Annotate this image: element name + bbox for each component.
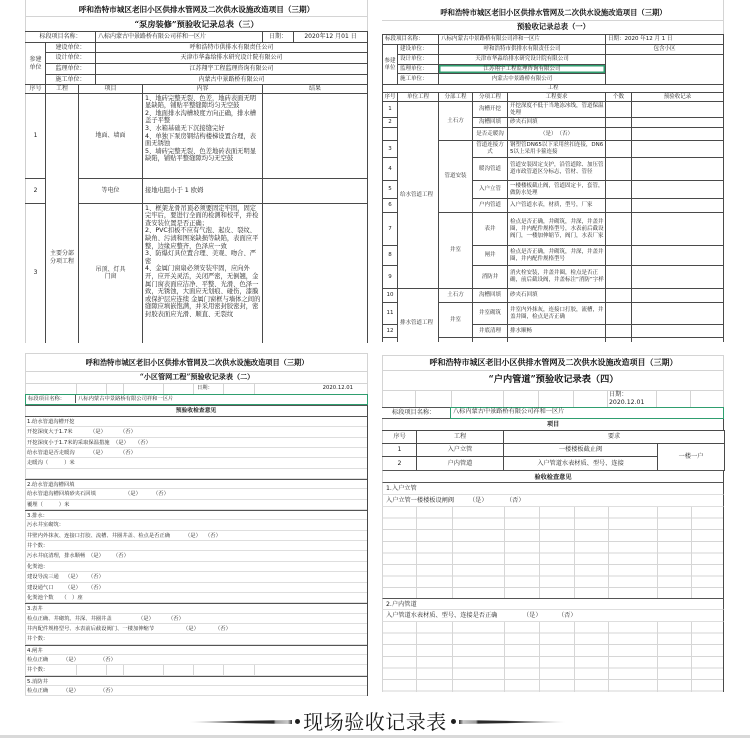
check-text: 入户管道水表材质、型号、连接是否正确 (386, 612, 498, 619)
row-result (263, 93, 368, 178)
line-text: 给水管道沟槽回填砂夹石回填 (27, 491, 96, 498)
requirement: 井室内外抹灰，连接口打胶，流槽，井盖井圈，检点是否正确 (508, 303, 606, 325)
sheet-subtitle: “户内管道”预验收记录表（四） (488, 374, 619, 385)
requirement: 消火栓安装，井盖井圈，检点是否正确，前后截设阀，井盖标注“消防”字样 (508, 266, 606, 289)
option-yes: （是） (63, 687, 79, 694)
content-line: 1、地砖完整无裂、色差，地砖表面无明显缺陷，铺贴平整缝隙均匀无空鼓 (145, 94, 257, 110)
scope-cell: 一楼一户 (658, 444, 725, 471)
record-cell (632, 199, 724, 213)
subitem: 沟槽回填 (473, 118, 508, 128)
unit-value: 内蒙古中景路桥有限公司 (96, 75, 368, 85)
list-item (25, 427, 367, 437)
list-item (25, 562, 367, 572)
opinion-header: 验收检查意见 (382, 470, 724, 483)
requirement: 检点是否正确，井砌筑，井深，井盖井圈，井内配件规格型号，水表前后截设阀门，一楼加伸缩节，阀门，水表厂家 (508, 213, 606, 246)
section-row (25, 394, 368, 405)
requirement: 砂夹石回填 (508, 289, 606, 303)
requirement: 检点是否正确，井砌筑，井深，井盖井圈，井内配件规格型号 (508, 246, 606, 266)
footer-banner (0, 708, 750, 736)
gridline (451, 390, 452, 407)
row-requirement: 入户管道水表材质、型号、连接 (504, 457, 658, 471)
line-text: 建设通气口 (27, 584, 54, 591)
line-text: 检点正确、井砌筑、井深、井圈井盖 (27, 615, 112, 622)
section-label: 标段项目名称： (28, 396, 66, 402)
row-no: 11 (383, 303, 398, 325)
project-title: 呼和浩特市城区老旧小区供排水管网及二次供水设施改造项目（三期） (85, 358, 309, 367)
gridline (76, 383, 77, 394)
option-no: （否） (168, 615, 184, 622)
count-cell (606, 338, 632, 343)
indoor-table (382, 430, 725, 471)
gridline (656, 390, 657, 407)
unit-value: 呼和浩特市供排水有限责任公司 (439, 45, 606, 55)
option-yes: （是） (138, 615, 154, 622)
content-line: 3、水箱基础无下沉接缝完好 (145, 124, 225, 132)
list-item (25, 438, 367, 448)
count-cell (606, 246, 632, 266)
option-no: （否） (153, 491, 169, 498)
empty-grid-rows (382, 507, 724, 598)
date-value: 2020.12.01 (322, 385, 353, 391)
column-header-subitem: 分项工程 (473, 93, 508, 102)
project-title: 呼和浩特市城区老旧小区供排水管网及二次供水设施改造项目（三期） (429, 357, 678, 367)
subitem: 管道连接方式 (473, 141, 508, 158)
list-item (25, 551, 367, 561)
column-header-project: 工程 (417, 431, 504, 444)
record-cell (632, 289, 724, 303)
option-yes: （是） (90, 429, 106, 436)
line-text: 化粪池个数 （ ）座 (27, 594, 83, 601)
list-item (25, 614, 367, 624)
gridline (690, 390, 691, 407)
unit-label: 施工单位： (46, 75, 96, 85)
requirement: 入户管道水表，材质，型号，厂家 (508, 199, 606, 213)
row-item: 等电位 (79, 178, 143, 203)
unit-value: 呼和浩特市供排水有限责任公司 (96, 43, 368, 53)
record-cell (632, 118, 724, 128)
column-header-requirement: 工程要求 (508, 93, 606, 102)
unit-value: 内蒙古中景路桥有限公司 (439, 74, 606, 85)
option-yes: （是） (469, 497, 488, 504)
gridline (607, 390, 608, 407)
pump-room-record-sheet (25, 0, 368, 343)
division: 土石方 (439, 102, 473, 141)
section-title (382, 483, 724, 495)
line-text: 开挖深度大于1.7米 (27, 429, 73, 436)
content-line: 3、防爆灯具位置合理、美观、吻合、严密 (145, 250, 257, 265)
record-cell (632, 128, 724, 141)
row-item: 吊顶、灯具门窗 (79, 203, 143, 343)
date-label: 日期： (263, 32, 294, 43)
count-cell (606, 266, 632, 289)
section-value: 八标内蒙古中景路桥有限公司祥和一区片 (439, 35, 606, 45)
row-no: 1 (26, 93, 46, 178)
subitem: 消防井 (473, 266, 508, 289)
gridline (503, 390, 504, 407)
subitem: 暖沟管道 (473, 158, 508, 181)
column-header-no: 序号 (383, 431, 417, 444)
row-no: 1 (383, 444, 417, 457)
requirement: 开挖深度不低于当地冻冰线，管道保温处理 (508, 102, 606, 118)
section-label: 标段项目名称： (392, 409, 436, 416)
record-cell (632, 141, 724, 158)
record-cell (632, 181, 724, 199)
unit-label: 设计单位： (398, 55, 439, 65)
count-cell (606, 325, 632, 338)
community: 包含小区 (606, 45, 724, 55)
list-item (25, 448, 367, 458)
blank-cell (606, 55, 724, 85)
line-text: 检点正确 (27, 656, 49, 663)
check-line (382, 495, 724, 507)
count-cell (606, 199, 632, 213)
line-text: 开挖深度小于1.7米的采取保温措施 (27, 439, 110, 446)
count-cell (606, 181, 632, 199)
project-name: 主要分部分项工程 (46, 93, 79, 343)
bullet-dot-icon (451, 719, 456, 724)
list-item (25, 645, 367, 655)
list-item-blank (25, 469, 367, 479)
line-text: 建设导流三通 (27, 574, 59, 581)
list-item (25, 593, 367, 603)
row-no: 3 (26, 203, 46, 343)
row-no: 5 (383, 181, 398, 199)
division (439, 338, 473, 343)
list-item (25, 583, 367, 593)
option-yes: （是） (523, 612, 542, 619)
list-item (25, 500, 367, 510)
gridline (106, 383, 107, 394)
column-header-requirement: 要求 (504, 431, 725, 444)
requirement: 钢塑管DN65以下采用丝扣连接，DN65以上采用卡箍连接 (508, 141, 606, 158)
project-title: 呼和浩特市城区老旧小区供排水管网及二次供水设施改造项目（三期） (78, 5, 315, 14)
count-cell (606, 158, 632, 181)
content-line: 接地电阻小于 1 欧姆 (145, 186, 204, 194)
record-cell (632, 102, 724, 118)
section-title (382, 598, 724, 610)
line-text: 3.排水： (27, 513, 48, 520)
line-text: 4.闸井 (27, 647, 43, 654)
empty-grid-rows (382, 622, 724, 692)
count-cell (606, 102, 632, 118)
column-header-record: 预验收记录 (632, 93, 724, 102)
unit-project: 排水管道工程 (398, 289, 439, 343)
option-no: （否） (100, 656, 116, 663)
indoor-pipe-record-sheet (382, 355, 725, 695)
line-text: 给水管道是否走暖沟 (27, 450, 75, 457)
line-text: 1.给水管道沟槽开挖 (27, 419, 75, 425)
list-item (25, 634, 367, 644)
line-text: 井壁内外抹灰、连接口打胶、流槽、井圈井盖、检点是否正确 (27, 532, 171, 539)
requirement: 砂夹石回填 (508, 118, 606, 128)
list-item (25, 572, 367, 582)
section-value: 八标内蒙古中景路桥有限公司祥和一区片 (453, 408, 565, 415)
content-line: 4、金属门窗扇必须安装牢固，应向外开，应开关灵活，关闭严密，无倒翘，金属门窗表面应洁净、平整、光滑、色泽一致，无锈蚀，大面应无划痕、碰伤，漆膜或保护层应连续 金属门窗框与墙体之间的缝隙应填嵌饱满，并采用密封胶密封，密封胶表面应光滑、顺直、无裂纹 (145, 265, 261, 318)
section-value: 八标内蒙古中景路桥有限公司祥和一区片 (96, 32, 263, 43)
list-item (25, 603, 367, 613)
column-header-project: 工程 (46, 85, 79, 94)
group-header: 工程 (383, 85, 724, 93)
count-cell (606, 213, 632, 246)
column-header-result: 结果 (263, 85, 368, 94)
table-row (383, 289, 724, 303)
row-content (143, 93, 263, 178)
record-cell (632, 246, 724, 266)
division: 管道安装 (439, 141, 473, 213)
gridline (75, 395, 76, 403)
division: 井室 (439, 213, 473, 289)
unit-label: 建设单位： (398, 45, 439, 55)
content-line: 1、框架龙骨吊顶必须要固定牢固，固定完牢后，要进行全面的检测和校平，并检查安装位置是否正确； (145, 204, 259, 227)
record-cell (632, 213, 724, 246)
option-no: （否） (120, 429, 136, 436)
row-no: 7 (383, 213, 398, 246)
requirement: 管道安装固定支护，沿管道除、加压管道市政管道区分标志，管材、管径 (508, 158, 606, 181)
line-text: 井个数： (27, 543, 49, 550)
row-no (383, 338, 398, 343)
row-project: 入户立管 (417, 444, 504, 457)
line-text: 井个数： (27, 636, 49, 643)
row-result (263, 203, 368, 343)
gridline (163, 383, 164, 394)
option-no: （否） (558, 612, 577, 619)
list-item (25, 417, 367, 427)
subitem: 户内管道 (473, 199, 508, 213)
gridline (123, 383, 124, 394)
count-cell (606, 289, 632, 303)
opinion-list (25, 416, 368, 696)
line-text: 2.给水管道沟槽回填 (27, 482, 75, 489)
row-no: 4 (383, 158, 398, 181)
gridline (538, 390, 539, 407)
opinion-header: 预验收检查意见 (25, 405, 368, 416)
option-no: （否） (205, 532, 221, 539)
unit-label: 建设单位： (46, 43, 96, 53)
requirement (508, 338, 606, 343)
column-header-no: 序号 (26, 85, 46, 94)
row-no (383, 128, 398, 141)
gridline (573, 390, 574, 407)
column-header-unit: 单位工程 (398, 93, 439, 102)
option-no: （否） (215, 625, 231, 632)
list-item (25, 510, 367, 520)
section-row (382, 407, 724, 419)
list-item (25, 541, 367, 551)
list-item (25, 458, 367, 468)
list-item (25, 520, 367, 530)
row-no: 9 (383, 266, 398, 289)
column-header-count: 个数 (606, 93, 632, 102)
option-yes: （是） (90, 450, 106, 457)
option-yes: （是） (185, 532, 201, 539)
date-row (382, 390, 724, 407)
option-no: （否） (88, 574, 104, 581)
row-result (263, 178, 368, 203)
line-text: 化粪池： (27, 563, 49, 570)
option-yes: （是） (88, 553, 104, 560)
subitem: 沟槽开挖 (473, 102, 508, 118)
division: 土石方 (439, 289, 473, 303)
summary-table (382, 34, 724, 342)
subitem: 是否走暖沟 (473, 128, 508, 141)
option-no: （否） (100, 687, 116, 694)
option-yes: （是） (125, 491, 141, 498)
date-label: 日期： (609, 391, 628, 398)
row-project: 户内管道 (417, 457, 504, 471)
gridline (25, 353, 368, 354)
date-value: 2020.12.01 (609, 399, 645, 406)
gridline (223, 383, 224, 394)
column-header-content: 内容 (143, 85, 263, 94)
section-value: 八标内蒙古中景路桥有限公司祥和一区片 (78, 396, 174, 402)
line-text: 5.消防井 (27, 678, 48, 685)
content-line: 2、PVC扣板不应有气泡、起皮、裂纹、缺角、污渍和图案缺损等缺陷，表面应平整，边缘应整齐，色泽应一致 (145, 227, 259, 250)
sheet-subtitle: “泵房装修”预验收记录总表（三） (134, 19, 259, 29)
unit-value: 江苏翔宇工程监理咨询有限公司 (96, 64, 368, 75)
column-header-item: 项目 (79, 85, 143, 94)
record-cell (632, 325, 724, 338)
unit-project: 给水管道工程 (398, 102, 439, 289)
footer-caption: 现场验收记录表 (303, 710, 447, 734)
option-no: （否） (135, 439, 151, 446)
list-item (25, 489, 367, 499)
list-item (25, 655, 367, 665)
option-yes: （是） (63, 656, 79, 663)
option-no: （否） (88, 584, 104, 591)
row-no: 1 (383, 102, 398, 118)
count-cell (606, 303, 632, 325)
subitem (473, 338, 508, 343)
option-yes: （是） (65, 584, 81, 591)
count-cell (606, 118, 632, 128)
section-label: 标段项目名称： (383, 35, 439, 45)
list-item (25, 676, 367, 686)
summary-record-sheet (382, 0, 725, 343)
option-no: （否） (120, 450, 136, 457)
subitem: 表井 (473, 213, 508, 246)
record-cell (632, 158, 724, 181)
subitem: 井室砌筑 (473, 303, 508, 325)
line-text: 3.表井 (27, 606, 43, 613)
table-row (26, 93, 368, 178)
section-label: 标段项目名称： (26, 32, 96, 43)
row-no: 10 (383, 289, 398, 303)
table-row (383, 102, 724, 118)
option-yes: （是） (65, 574, 81, 581)
count-cell (606, 128, 632, 141)
list-item (25, 479, 367, 489)
line-text: 覆埋（ ）米 (27, 501, 70, 508)
sheet-subtitle: 预验收记录总表（一） (517, 22, 590, 31)
list-item (25, 665, 367, 675)
project-title: 呼和浩特市城区老旧小区供排水管网及二次供水设施改造项目（三期） (440, 8, 667, 17)
column-header-no: 序号 (384, 93, 396, 100)
line-text: 污水井室砌筑： (27, 522, 65, 529)
row-no: 2 (383, 457, 417, 471)
unit-label: 施工单位： (398, 74, 439, 85)
group-header: 项目 (382, 419, 724, 430)
option-no: （否） (506, 497, 525, 504)
content-line: 5、墙砖完整无裂、色差地砖表面无明显缺陷，铺贴平整缝隙均匀无空鼓 (145, 147, 257, 163)
option-yes: （是） (183, 625, 199, 632)
pump-room-table (25, 31, 368, 343)
date-value: 2020年12 月01 日 (294, 32, 368, 43)
requirement: 排水顺畅 (508, 325, 606, 338)
row-no: 3 (383, 141, 398, 158)
row-content (143, 178, 263, 203)
count-cell (606, 141, 632, 158)
subitem: 入户立管 (473, 181, 508, 199)
column-header-division: 分部工程 (439, 93, 473, 102)
row-no: 6 (383, 199, 398, 213)
content-line: 2、地面排水沟槽坡度方向正确，排水槽盖子平整 (145, 109, 257, 125)
row-item: 地面、墙面 (79, 93, 143, 178)
unit-label: 设计单位： (46, 53, 96, 64)
unit-value: 天津市华淼给排水研究设计院有限公司 (96, 53, 368, 64)
check-line (382, 610, 724, 622)
line-text: 井个数： (27, 667, 49, 674)
section-title-text: 2.户内管道 (386, 601, 417, 608)
section-title-text: 1.入户立管 (386, 485, 417, 492)
requirement: （是） （否） (508, 128, 606, 141)
row-no: 2 (383, 118, 398, 128)
gridline (254, 383, 255, 394)
row-requirement: 一楼楼板截止阀 (504, 444, 658, 457)
unit-value-selected: 江苏翔宇工程监理咨询有限公司 (439, 65, 606, 74)
record-cell (632, 266, 724, 289)
unit-value: 天津市华淼给排水研究设计院有限公司 (439, 55, 606, 65)
subitem: 井底清理 (473, 325, 508, 338)
record-cell (632, 303, 724, 325)
row-content (143, 203, 263, 343)
list-item (25, 686, 367, 696)
row-no: 2 (26, 178, 46, 203)
line-text: 走暖沟（ ）米 (27, 460, 75, 467)
date-label: 日期： (197, 385, 213, 391)
table-row (383, 444, 725, 457)
line-text: 检点正确 (27, 687, 49, 694)
participants-label: 参建单位 (26, 43, 46, 85)
unit-label: 监理单位： (398, 65, 439, 74)
date-text: 日期：2020 年12 月 1 日 (606, 35, 724, 45)
line-text: 污水井底清理，排水顺畅 (27, 553, 86, 560)
gridline (415, 390, 416, 407)
row-no: 8 (383, 246, 398, 266)
unit-label: 监理单位： (46, 64, 96, 75)
list-item (25, 624, 367, 634)
content-line: 4、单独下泵房钢结构楼梯设置合理，表面无锈蚀 (145, 132, 257, 148)
sheet-subtitle: “小区管网工程”预验收记录表（二） (139, 372, 255, 381)
record-cell (632, 338, 724, 343)
gridline (193, 383, 194, 394)
line-text: 井内配件规格型号、水表前后截设阀门、一楼加伸缩节 (27, 625, 155, 632)
check-text: 入户立管一楼楼板设闸阀 (386, 497, 455, 504)
subitem: 闸井 (473, 246, 508, 266)
list-item (25, 531, 367, 541)
participants-label: 参建单位 (383, 45, 398, 85)
division: 井室 (439, 303, 473, 338)
requirement: 一楼楼板截止阀，管道固定卡，套管，做防水处理 (508, 181, 606, 199)
option-yes: （是） (113, 439, 129, 446)
option-no: （否） (113, 553, 129, 560)
row-no: 12 (383, 325, 398, 338)
subitem: 沟槽回填 (473, 289, 508, 303)
date-row (25, 383, 368, 394)
section-value-cell (450, 407, 724, 419)
network-record-sheet (25, 353, 369, 696)
